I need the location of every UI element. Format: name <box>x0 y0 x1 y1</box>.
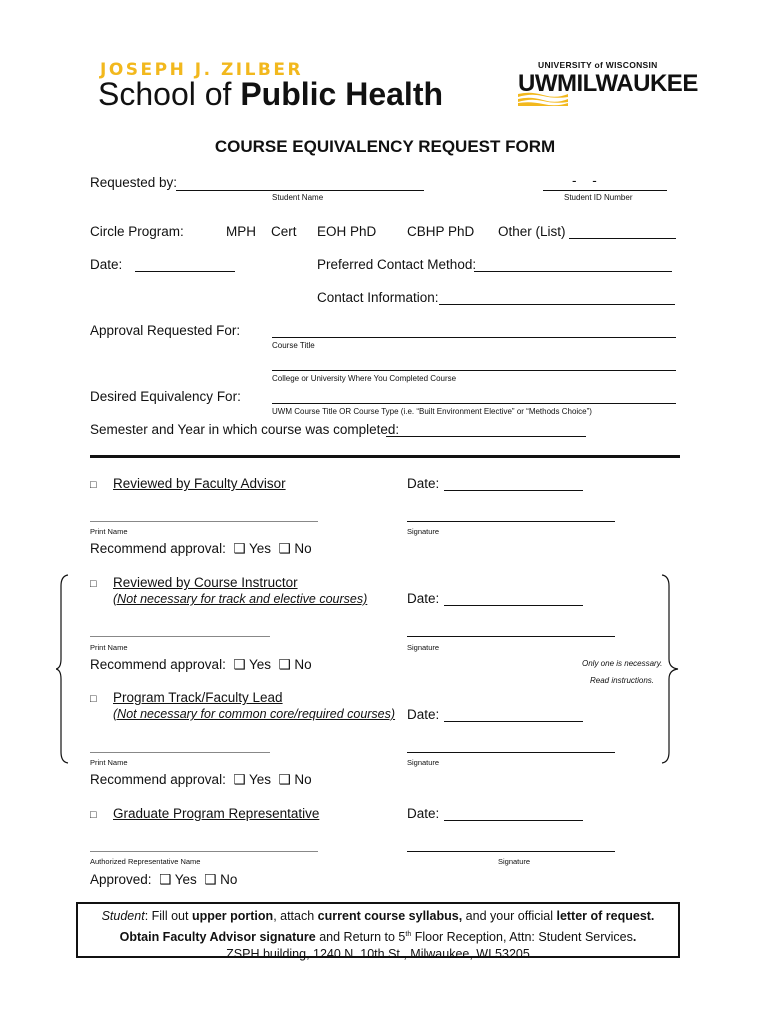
grad-rep-date-label: Date: <box>407 806 440 821</box>
logo-main-a: School of <box>98 76 241 112</box>
instr-bold: current course syllabus, <box>317 909 463 923</box>
no-checkbox[interactable]: ❑ <box>200 872 221 887</box>
grad-rep-checkbox[interactable]: □ <box>90 809 97 821</box>
instr-text: and Return to 5 <box>315 929 406 944</box>
track-lead-signature-field[interactable] <box>407 752 615 753</box>
right-brace-icon <box>660 574 680 764</box>
recommend-label: Recommend approval: <box>90 772 226 787</box>
program-other[interactable]: Other (List) <box>498 224 566 239</box>
form-title: COURSE EQUIVALENCY REQUEST FORM <box>214 137 556 156</box>
zsph-logo-main <box>98 76 443 113</box>
uwm-logo-big: UWMILWAUKEE <box>518 70 698 97</box>
requested-by-label: Requested by: <box>90 175 178 190</box>
no-label: No <box>220 872 238 887</box>
faculty-advisor-date-label: Date: <box>407 476 440 491</box>
uwm-logo-bars-icon <box>518 92 568 106</box>
course-instructor-signature-field[interactable] <box>407 636 615 637</box>
date-label: Date: <box>90 257 123 272</box>
recommend-label: Recommend approval: <box>90 657 226 672</box>
track-lead-recommend <box>90 772 312 788</box>
desired-equivalency-label: Desired Equivalency For: <box>90 389 241 404</box>
yes-label: Yes <box>174 872 197 887</box>
contact-info-field[interactable] <box>439 304 675 305</box>
instructions-line-2 <box>78 926 678 947</box>
section-divider <box>90 455 680 458</box>
faculty-advisor-date-field[interactable] <box>444 490 583 491</box>
student-id-field[interactable] <box>543 190 667 191</box>
instructions-line-3: ZSPH building, 1240 N. 10th St., Milwaukee, WI 53205 <box>226 947 530 962</box>
instr-bold: Obtain Faculty Advisor signature <box>119 929 316 944</box>
course-title-field[interactable] <box>272 337 676 338</box>
track-lead-note: (Not necessary for common core/required courses) <box>113 707 396 721</box>
grad-rep-approved <box>90 872 237 888</box>
date-field[interactable] <box>135 271 235 272</box>
course-instructor-checkbox[interactable]: □ <box>90 578 97 590</box>
faculty-advisor-name-caption: Print Name <box>90 527 128 536</box>
instr-text: Floor Reception, Attn: Student Services <box>411 929 633 944</box>
contact-info-label: Contact Information: <box>317 290 439 305</box>
track-lead-date-label: Date: <box>407 707 440 722</box>
course-instructor-label: Reviewed by Course Instructor <box>113 575 298 590</box>
semester-field[interactable] <box>386 436 586 437</box>
instructions-box <box>76 902 680 962</box>
approved-label: Approved: <box>90 872 152 887</box>
preferred-contact-label: Preferred Contact Method: <box>317 257 477 272</box>
student-id-caption: Student ID Number <box>564 193 633 202</box>
grad-rep-date-field[interactable] <box>444 820 583 821</box>
uwm-logo-small: UNIVERSITY of WISCONSIN <box>538 60 658 70</box>
no-label: No <box>294 772 312 787</box>
course-instructor-name-field[interactable] <box>90 636 270 637</box>
grad-rep-name-field[interactable] <box>90 851 318 852</box>
course-instructor-recommend <box>90 657 312 673</box>
course-title-caption: Course Title <box>272 341 315 350</box>
faculty-advisor-name-field[interactable] <box>90 521 318 522</box>
program-cbhp-phd[interactable]: CBHP PhD <box>407 224 475 239</box>
course-instructor-date-field[interactable] <box>444 605 583 606</box>
recommend-label: Recommend approval: <box>90 541 226 556</box>
zsph-logo-top: JOSEPH J. ZILBER <box>100 60 304 80</box>
instr-bold: . <box>632 929 637 944</box>
instr-text: , attach <box>273 909 318 923</box>
track-lead-signature-caption: Signature <box>407 758 440 767</box>
track-lead-checkbox[interactable]: □ <box>90 693 97 705</box>
grad-rep-label: Graduate Program Representative <box>113 806 320 821</box>
approval-requested-label: Approval Requested For: <box>90 323 241 338</box>
instr-bold: upper portion <box>191 909 274 923</box>
course-instructor-signature-caption: Signature <box>407 643 440 652</box>
faculty-advisor-signature-field[interactable] <box>407 521 615 522</box>
track-lead-name-field[interactable] <box>90 752 270 753</box>
yes-label: Yes <box>248 772 271 787</box>
uwm-course-caption: UWM Course Title OR Course Type (i.e. “Built Environment Elective” or “Methods Choice”) <box>272 407 592 416</box>
faculty-advisor-signature-caption: Signature <box>407 527 440 536</box>
circle-program-label: Circle Program: <box>90 224 184 239</box>
instr-text: : Fill out <box>144 909 192 923</box>
yes-checkbox[interactable]: ❑ <box>229 541 249 556</box>
no-checkbox[interactable]: ❑ <box>274 541 295 556</box>
left-brace-icon <box>56 574 70 764</box>
read-instructions-note: Read instructions. <box>590 676 655 685</box>
no-label: No <box>294 657 312 672</box>
yes-label: Yes <box>248 657 271 672</box>
student-word: Student <box>101 909 145 923</box>
program-cert[interactable]: Cert <box>271 224 297 239</box>
faculty-advisor-checkbox[interactable]: □ <box>90 479 97 491</box>
instr-sup: th <box>405 930 412 938</box>
track-lead-date-field[interactable] <box>444 721 583 722</box>
faculty-advisor-label: Reviewed by Faculty Advisor <box>113 476 286 491</box>
course-instructor-note: (Not necessary for track and elective courses) <box>113 592 368 606</box>
logo-main-b: Public Health <box>240 76 444 112</box>
no-checkbox[interactable]: ❑ <box>274 657 295 672</box>
yes-checkbox[interactable]: ❑ <box>155 872 175 887</box>
instr-text: and your official <box>462 909 557 923</box>
program-mph[interactable]: MPH <box>226 224 256 239</box>
course-instructor-date-label: Date: <box>407 591 440 606</box>
faculty-advisor-recommend <box>90 541 312 557</box>
program-eoh-phd[interactable]: EOH PhD <box>317 224 377 239</box>
no-label: No <box>294 541 312 556</box>
preferred-contact-field[interactable] <box>474 271 672 272</box>
instructions-line-1 <box>78 908 678 926</box>
yes-label: Yes <box>248 541 271 556</box>
yes-checkbox[interactable]: ❑ <box>229 772 249 787</box>
no-checkbox[interactable]: ❑ <box>274 772 295 787</box>
semester-label: Semester and Year in which course was completed: <box>90 422 400 437</box>
grad-rep-name-caption: Authorized Representative Name <box>90 857 201 866</box>
college-caption: College or University Where You Completed Course <box>272 374 457 383</box>
college-field[interactable] <box>272 370 676 371</box>
grad-rep-signature-field[interactable] <box>407 851 615 852</box>
uwm-course-field[interactable] <box>272 403 676 404</box>
only-one-note: Only one is necessary. <box>582 659 663 668</box>
track-lead-label: Program Track/Faculty Lead <box>113 690 283 705</box>
track-lead-name-caption: Print Name <box>90 758 128 767</box>
student-id-dashes: - - <box>572 173 603 188</box>
student-name-caption: Student Name <box>272 193 324 202</box>
student-name-field[interactable] <box>176 190 424 191</box>
course-instructor-name-caption: Print Name <box>90 643 128 652</box>
yes-checkbox[interactable]: ❑ <box>229 657 249 672</box>
grad-rep-signature-caption: Signature <box>498 857 531 866</box>
instr-bold: letter of request. <box>556 909 655 923</box>
other-program-field[interactable] <box>569 238 676 239</box>
